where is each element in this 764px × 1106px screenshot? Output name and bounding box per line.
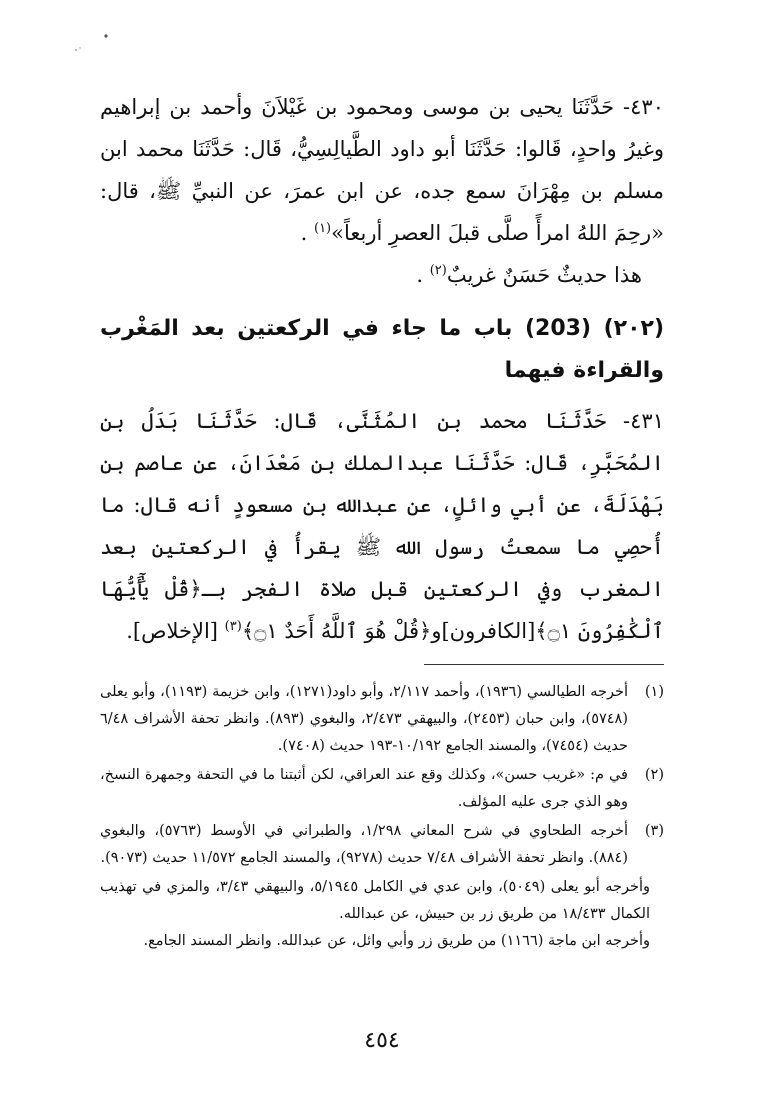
hadith-verdict: هذا حديثٌ حَسَنٌ غريبٌ$^{(٢)}$ . — [416, 263, 642, 287]
footnote-continuation: وأخرجه ابن ماجة (١١٦٦) من طريق زر وأبي وائل، عن عبدالله. وانظر المسند الجامع. — [143, 933, 650, 949]
footnote-number: (٣) — [644, 823, 664, 839]
hadith-431: ٤٣١- حَدَّثَنَا محمد بن المُثَنَّى، قَال: حَدَّثَنَا بَدَلُ بن المُحَبَّرِ، قَال: حَدَّثَنَا عبدالملك بن مَعْدَانَ، عن عاصم بن بَهْدَلَةَ، عن أبي وائلٍ، عن عبدالله بن مسعودٍ أنه قال: ما أُحصِي ما سمعتُ رسول الله ﷺ يقرأُ في الركعتين بعد المغرب وفي الركعتين قبل صلاة الفجر بـ﴿قُلْ يَٰٓأَيُّهَا ٱلْكَٰفِرُونَ ۝١﴾[الكافرون]و﴿قُلْ هُوَ ٱللَّهُ أَحَدٌ ۝١﴾$^{(٣)}$ [الإخلاص]. — [100, 409, 664, 643]
footnote-continuation: وأخرجه أبو يعلى (٥٠٤٩)، وابن عدي في الكامل ٥/١٩٤٥، والبيهقي ٣/٤٣، والمزي في تهذيب الكمال ١٨/٤٣٣ من طريق زر بن حبيش، عن عبدالله. — [100, 879, 651, 922]
chapter-heading: (٢٠٢) (203) باب ما جاء في الركعتين بعد المَغْرب والقراءة فيهما — [100, 316, 665, 383]
footnote-text: أخرجه الطحاوي في شرح المعاني ١/٢٩٨، والطبراني في الأوسط (٥٧٦٣)، والبغوي (٨٨٤). وانظر تحفة الأشراف ٧/٤٨ حديث (٩٢٧٨)، والمسند الجامع ١١/٥٧٢ حديث (٩٠٧٣). — [100, 823, 629, 866]
footnote-divider — [424, 664, 664, 665]
footnote-item — [100, 679, 664, 760]
footnote-item — [100, 762, 664, 816]
footnote-item — [100, 818, 664, 872]
page-number: ٤٥٤ — [364, 1028, 400, 1053]
main-text — [100, 86, 664, 955]
footnote-text: في م: «غريب حسن»، وكذلك وقع عند العراقي، لكن أثبتنا ما في التحفة وجمهرة النسخ، وهو الذي جرى عليه المؤلف. — [100, 767, 628, 810]
footnote-text: أخرجه الطيالسي (١٩٣٦)، وأحمد ٢/١١٧، وأبو داود(١٢٧١)، وابن خزيمة (١١٩٣)، وأبو يعلى (٥٧٤٨)، وابن حبان (٢٤٥٣)، والبيهقي ٢/٤٧٣، والبغوي (٨٩٣). وانظر تحفة الأشراف ٦/٤٨ حديث (٧٤٥٤)، والمسند الجامع ١٠/١٩٢-١٩٣ حديث (٧٤٠٨). — [100, 684, 629, 754]
scan-speck — [66, 26, 126, 66]
footnote-number: (٢) — [644, 767, 664, 783]
footnote-ref-1[interactable]: (١) — [313, 221, 332, 236]
footnote-number: (١) — [644, 684, 664, 700]
hadith-430: ٤٣٠- حَدَّثَنَا يحيى بن موسى ومحمود بن غَيْلاَنَ وأحمد بن إبراهيم وغيرُ واحدٍ، قَالوا: حَدَّثَنَا أبو داود الطَّيالِسِيُّ، قَال: حَدَّثَنَا محمد ابن مسلم بن مِهْرَانَ سمع جده، عن ابن عمرَ، عن النبيِّ ﷺ، قال: «رحِمَ اللهُ امرأً صلَّى قبلَ العصرِ أربعاً»$^{(١)}$ . — [100, 95, 664, 245]
footnotes — [100, 679, 664, 955]
footnote-ref-3[interactable]: (٣) — [224, 619, 242, 634]
footnote-ref-2[interactable]: (٢) — [429, 263, 447, 278]
